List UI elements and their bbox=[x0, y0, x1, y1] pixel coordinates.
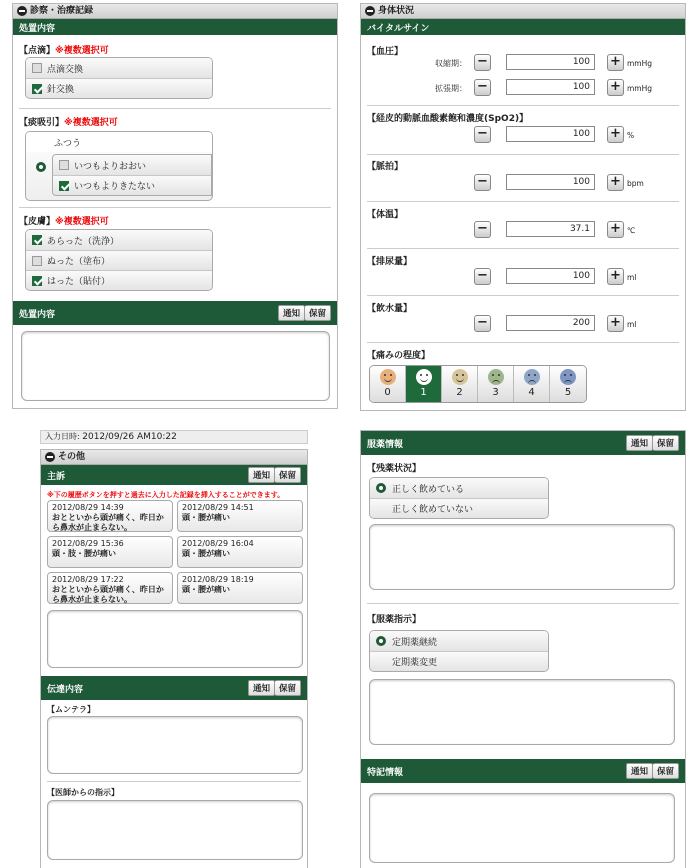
pulse-row bbox=[361, 174, 685, 194]
spo2-row bbox=[361, 126, 685, 146]
instruct-textarea[interactable] bbox=[369, 679, 675, 745]
systolic-row bbox=[361, 54, 685, 74]
pain-level-5[interactable]: 5 bbox=[550, 366, 586, 402]
urine-heading: 【排尿量】 bbox=[367, 257, 413, 267]
notify-button[interactable]: 通知 bbox=[626, 435, 653, 451]
unit-label: mmHg bbox=[627, 59, 653, 68]
crying-face-icon bbox=[560, 369, 576, 385]
divider bbox=[19, 108, 331, 109]
treatment-textarea[interactable] bbox=[21, 331, 330, 401]
history-item[interactable]: 2012/08/29 16:04 頭・腰が痛い bbox=[177, 536, 303, 568]
section-title: 服薬情報 bbox=[367, 439, 404, 450]
unit-label: ml bbox=[627, 273, 637, 282]
instruct-option-change[interactable]: 定期薬変更 bbox=[370, 651, 548, 671]
physical-status-panel bbox=[360, 3, 686, 411]
minus-button[interactable]: − bbox=[474, 79, 491, 96]
smile-face-icon bbox=[416, 369, 432, 385]
radio-selected-icon[interactable] bbox=[376, 636, 386, 646]
suction-option-dirty[interactable]: いつもよりきたない bbox=[53, 175, 211, 195]
skin-option-paste[interactable]: はった（貼付） bbox=[26, 270, 212, 290]
special-textarea[interactable] bbox=[369, 793, 675, 863]
systolic-label: 収縮期： bbox=[435, 59, 467, 68]
divider bbox=[367, 603, 679, 604]
drip-option-needle[interactable]: 針交換 bbox=[26, 78, 212, 98]
instruct-option-continue[interactable]: 定期薬継続 bbox=[370, 631, 548, 651]
temp-input[interactable]: 37.1 bbox=[506, 221, 595, 237]
diastolic-label: 拡張期： bbox=[435, 84, 467, 93]
unit-label: bpm bbox=[627, 179, 644, 188]
remain-heading: 【残薬状況】 bbox=[367, 464, 422, 474]
plus-button[interactable]: + bbox=[607, 126, 624, 143]
hold-button[interactable]: 保留 bbox=[653, 763, 679, 779]
notify-button[interactable]: 通知 bbox=[278, 305, 305, 321]
drip-option-exchange[interactable]: 点滴交換 bbox=[26, 58, 212, 78]
urine-row bbox=[361, 268, 685, 288]
spo2-input[interactable]: 100 bbox=[506, 126, 595, 142]
plus-button[interactable]: + bbox=[607, 221, 624, 238]
pulse-input[interactable]: 100 bbox=[506, 174, 595, 190]
skin-options bbox=[25, 229, 213, 291]
section-title: 処置内容 bbox=[19, 309, 56, 320]
hold-button[interactable]: 保留 bbox=[653, 435, 679, 451]
temp-row bbox=[361, 221, 685, 241]
history-notice: ※下の履歴ボタンを押すと過去に入力した記録を挿入することができます。 bbox=[47, 491, 285, 499]
doctor-textarea[interactable] bbox=[47, 800, 303, 860]
section-bar bbox=[361, 19, 685, 35]
minus-button[interactable]: − bbox=[474, 221, 491, 238]
pain-heading: 【痛みの程度】 bbox=[367, 351, 431, 361]
complaint-bar bbox=[41, 465, 307, 485]
divider bbox=[367, 154, 679, 155]
hold-button[interactable]: 保留 bbox=[305, 305, 331, 321]
section-title: バイタルサイン bbox=[367, 23, 430, 34]
section-title: 伝達内容 bbox=[47, 684, 84, 695]
urine-input[interactable]: 100 bbox=[506, 268, 595, 284]
divider bbox=[47, 781, 301, 782]
section-title: 特記情報 bbox=[367, 767, 404, 778]
notify-button[interactable]: 通知 bbox=[248, 467, 275, 483]
history-item[interactable]: 2012/08/29 14:39 おとといから頭が痛く、昨日から鼻水が止まらない。 bbox=[47, 500, 173, 532]
history-item[interactable]: 2012/08/29 14:51 頭・腰が痛い bbox=[177, 500, 303, 532]
systolic-input[interactable]: 100 bbox=[506, 54, 595, 70]
pain-level-4[interactable]: 4 bbox=[514, 366, 550, 402]
radio-selected-icon[interactable] bbox=[376, 483, 386, 493]
water-input[interactable]: 200 bbox=[506, 315, 595, 331]
unit-label: ml bbox=[627, 320, 637, 329]
remain-options bbox=[369, 477, 549, 519]
muntera-textarea[interactable] bbox=[47, 716, 303, 774]
radio-selected-icon[interactable] bbox=[36, 162, 46, 172]
remain-option-correct[interactable]: 正しく飲めている bbox=[370, 478, 548, 498]
plus-button[interactable]: + bbox=[607, 268, 624, 285]
drip-options bbox=[25, 57, 213, 99]
unit-label: mmHg bbox=[627, 84, 653, 93]
treatment-bar bbox=[13, 301, 337, 325]
divider bbox=[367, 105, 679, 106]
collapse-icon[interactable] bbox=[45, 452, 55, 462]
minus-button[interactable]: − bbox=[474, 315, 491, 332]
panel-header[interactable] bbox=[13, 4, 337, 19]
instruct-options bbox=[369, 630, 549, 672]
remain-option-incorrect[interactable]: 正しく飲めていない bbox=[370, 498, 548, 518]
suction-options bbox=[25, 131, 213, 201]
instruct-heading: 【服薬指示】 bbox=[367, 615, 422, 625]
sad-face-icon bbox=[488, 369, 504, 385]
medication-bar bbox=[361, 431, 685, 455]
section-title: 処置内容 bbox=[19, 23, 56, 34]
history-item[interactable]: 2012/08/29 18:19 頭・腰が痛い bbox=[177, 572, 303, 604]
hold-button[interactable]: 保留 bbox=[275, 680, 301, 696]
pain-level-3[interactable]: 3 bbox=[478, 366, 514, 402]
medication-panel bbox=[360, 430, 686, 868]
divider bbox=[367, 201, 679, 202]
panel-header[interactable] bbox=[41, 450, 307, 465]
unit-label: % bbox=[627, 131, 635, 140]
notify-button[interactable]: 通知 bbox=[626, 763, 653, 779]
divider bbox=[19, 207, 331, 208]
suction-heading: 【痰吸引】※複数選択可 bbox=[19, 118, 118, 128]
unit-label: ℃ bbox=[627, 226, 636, 235]
remain-textarea[interactable] bbox=[369, 524, 675, 590]
temp-heading: 【体温】 bbox=[367, 210, 404, 220]
pain-level-1[interactable]: 1 bbox=[406, 366, 442, 402]
panel-header[interactable] bbox=[361, 4, 685, 19]
panel-title: その他 bbox=[58, 452, 86, 462]
checkbox-checked-icon[interactable] bbox=[32, 84, 42, 94]
minus-button[interactable]: − bbox=[474, 54, 491, 71]
checkbox-icon[interactable] bbox=[59, 160, 69, 170]
divider bbox=[367, 248, 679, 249]
minus-button[interactable]: − bbox=[474, 268, 491, 285]
pain-scale bbox=[369, 365, 587, 403]
skin-option-wash[interactable]: あらった（洗浄） bbox=[26, 230, 212, 250]
diastolic-input[interactable]: 100 bbox=[506, 79, 595, 95]
water-row bbox=[361, 315, 685, 335]
suction-option-more[interactable]: いつもよりおおい bbox=[53, 155, 211, 175]
section-bar bbox=[13, 19, 337, 35]
checkbox-checked-icon[interactable] bbox=[32, 276, 42, 286]
water-heading: 【飲水量】 bbox=[367, 304, 413, 314]
plus-button[interactable]: + bbox=[607, 174, 624, 191]
history-item[interactable]: 2012/08/29 15:36 頭・肢・腰が痛い bbox=[47, 536, 173, 568]
transfer-bar bbox=[41, 676, 307, 700]
special-bar bbox=[361, 759, 685, 783]
plus-button[interactable]: + bbox=[607, 54, 624, 71]
sad-face-icon bbox=[524, 369, 540, 385]
checkbox-icon[interactable] bbox=[32, 63, 42, 73]
checkbox-checked-icon[interactable] bbox=[59, 181, 69, 191]
collapse-icon[interactable] bbox=[17, 6, 27, 16]
bp-heading: 【血圧】 bbox=[367, 47, 404, 57]
smile-face-icon bbox=[452, 369, 468, 385]
hold-button[interactable]: 保留 bbox=[275, 467, 301, 483]
section-title: 主訴 bbox=[47, 471, 66, 482]
minus-button[interactable]: − bbox=[474, 174, 491, 191]
drip-heading: 【点滴】※複数選択可 bbox=[19, 46, 109, 56]
collapse-icon[interactable] bbox=[365, 6, 375, 16]
diastolic-row bbox=[361, 79, 685, 99]
smile-face-icon bbox=[380, 369, 396, 385]
pulse-heading: 【脈拍】 bbox=[367, 162, 404, 172]
complaint-textarea[interactable] bbox=[47, 610, 303, 668]
checkbox-checked-icon[interactable] bbox=[32, 235, 42, 245]
doctor-heading: 【医師からの指示】 bbox=[47, 788, 119, 797]
pain-level-0[interactable]: 0 bbox=[370, 366, 406, 402]
suction-option-normal[interactable]: ふつう bbox=[26, 132, 212, 152]
skin-option-apply[interactable]: ぬった（塗布） bbox=[26, 250, 212, 270]
treatment-record-panel bbox=[12, 3, 338, 409]
skin-heading: 【皮膚】※複数選択可 bbox=[19, 217, 109, 227]
plus-button[interactable]: + bbox=[607, 315, 624, 332]
spo2-heading: 【経皮的動脈血酸素飽和濃度(SpO2)】 bbox=[367, 114, 529, 124]
divider bbox=[367, 342, 679, 343]
other-panel bbox=[40, 449, 308, 868]
plus-button[interactable]: + bbox=[607, 79, 624, 96]
checkbox-icon[interactable] bbox=[32, 256, 42, 266]
pain-level-2[interactable]: 2 bbox=[442, 366, 478, 402]
history-item[interactable]: 2012/08/29 17:22 おとといから頭が痛く、昨日から鼻水が止まらない。 bbox=[47, 572, 173, 604]
panel-title: 身体状況 bbox=[378, 6, 415, 16]
minus-button[interactable]: − bbox=[474, 126, 491, 143]
divider bbox=[367, 295, 679, 296]
input-date: 入力日時: 2012/09/26 AM10:22 bbox=[40, 430, 308, 444]
panel-title: 診察・治療記録 bbox=[30, 6, 94, 16]
notify-button[interactable]: 通知 bbox=[248, 680, 275, 696]
muntera-heading: 【ムンテラ】 bbox=[47, 705, 95, 714]
